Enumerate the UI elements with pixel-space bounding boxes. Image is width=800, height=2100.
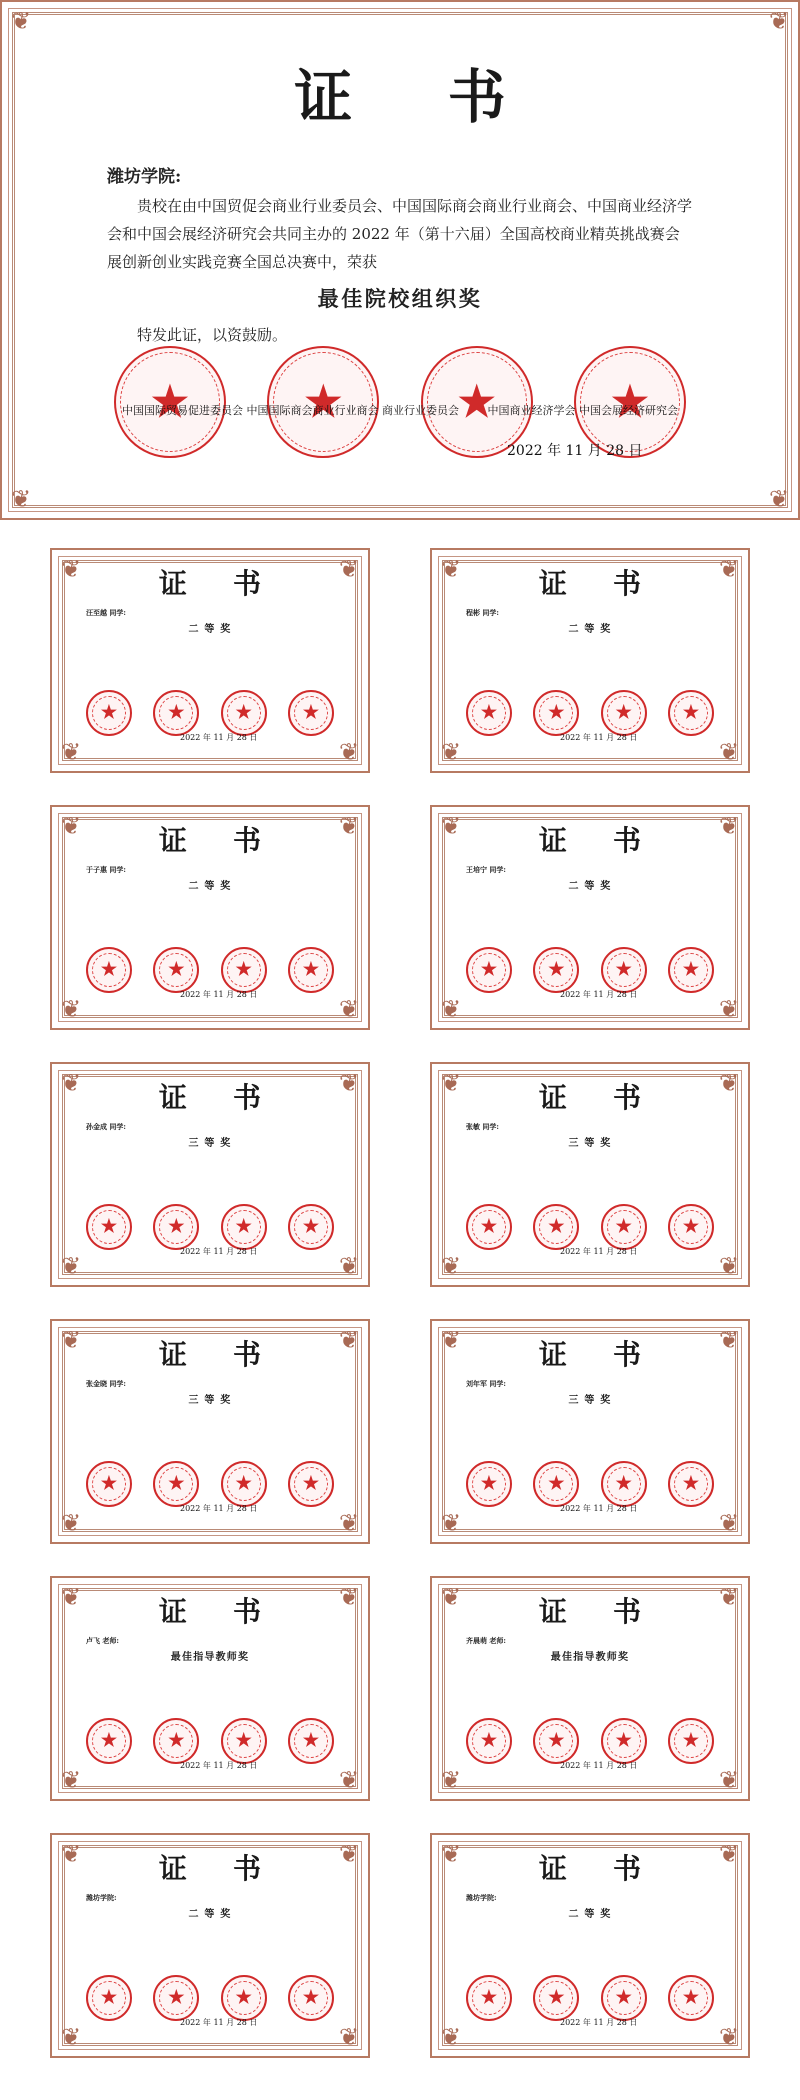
star-icon: ★ [548, 702, 565, 723]
issue-date: 2022 年 11 月 28 日 [507, 443, 643, 459]
star-icon: ★ [302, 959, 320, 980]
seal-row [466, 690, 714, 736]
flourish-icon: ❦ [440, 1840, 462, 1868]
star-icon: ★ [548, 1987, 565, 2008]
certificate-body [86, 1122, 334, 1154]
certificate-body [86, 1893, 334, 1925]
issue-date: 2022 年 11 月 28 日 [180, 990, 258, 999]
flourish-icon: ❦ [440, 2023, 462, 2051]
seal-row [466, 947, 714, 993]
seal-icon [288, 1975, 334, 2021]
seal-row [86, 690, 334, 736]
star-icon: ★ [480, 1987, 498, 2008]
issue-date: 2022 年 11 月 28 日 [180, 1247, 258, 1256]
seal-icon [533, 690, 579, 736]
flourish-icon: ❦ [718, 995, 740, 1023]
certificate-title: 证 书 [158, 1852, 280, 1885]
seal-icon [153, 1975, 199, 2021]
star-icon: ★ [548, 1730, 565, 1751]
certificate-card [50, 805, 370, 1030]
issue-date: 2022 年 11 月 28 日 [180, 733, 258, 742]
star-icon: ★ [615, 1216, 632, 1237]
flourish-icon: ❦ [60, 738, 82, 766]
seal-icon [466, 1461, 512, 1507]
star-icon: ★ [480, 702, 498, 723]
certificate-title: 证 书 [538, 824, 660, 857]
seal-icon [86, 947, 132, 993]
certificate-title: 证 书 [538, 1852, 660, 1885]
star-icon: ★ [682, 702, 700, 723]
star-icon: ★ [457, 377, 496, 426]
star-icon: ★ [235, 1987, 252, 2008]
award-name: 二 等 奖 [568, 623, 612, 635]
certificate-card [430, 548, 750, 773]
seal-icon [466, 947, 512, 993]
seal-icon [288, 947, 334, 993]
flourish-icon: ❦ [440, 1069, 462, 1097]
star-icon: ★ [235, 1473, 252, 1494]
flourish-icon: ❦ [718, 2023, 740, 2051]
recipient-name: 卢飞 老师: [86, 1636, 120, 1645]
flourish-icon: ❦ [718, 1583, 740, 1611]
star-icon: ★ [615, 1730, 632, 1751]
issue-date: 2022 年 11 月 28 日 [560, 1247, 638, 1256]
recipient-name: 潍坊学院: [86, 1893, 117, 1902]
seal-row [466, 1975, 714, 2021]
certificate-paragraph: 贵校在由中国贸促会商业行业委员会、中国国际商会商业行业商会、中国商业经济学会和中国会展经济研究会共同主办的 2022 年（第十六届）全国高校商业精英挑战赛会展创新创业实践竞赛全国总决赛中，荣获 [107, 197, 693, 271]
flourish-icon: ❦ [60, 1252, 82, 1280]
seal-icon [86, 690, 132, 736]
star-icon: ★ [615, 1987, 632, 2008]
award-name: 三 等 奖 [568, 1394, 612, 1406]
award-name: 最佳指导教师奖 [550, 1651, 630, 1663]
certificate-card [430, 1062, 750, 1287]
flourish-icon: ❦ [440, 555, 462, 583]
certificate-card [50, 1576, 370, 1801]
seal-row [86, 1204, 334, 1250]
certificate-title: 证 书 [538, 1595, 660, 1628]
flourish-icon: ❦ [60, 555, 82, 583]
seal-icon [153, 690, 199, 736]
flourish-icon: ❦ [718, 555, 740, 583]
seal-icon [86, 1718, 132, 1764]
star-icon: ★ [168, 1216, 185, 1237]
issuer-list [122, 402, 678, 418]
flourish-icon: ❦ [718, 1766, 740, 1794]
flourish-icon: ❦ [10, 485, 32, 513]
seal-icon [668, 947, 714, 993]
certificate-card [50, 1319, 370, 1544]
seal-icon [533, 1718, 579, 1764]
seal-icon [601, 1718, 647, 1764]
flourish-icon: ❦ [718, 738, 740, 766]
star-icon: ★ [480, 959, 498, 980]
seal-row [86, 1461, 334, 1507]
flourish-icon: ❦ [60, 1509, 82, 1537]
flourish-icon: ❦ [338, 1840, 360, 1868]
star-icon: ★ [615, 959, 632, 980]
issue-date: 2022 年 11 月 28 日 [180, 2018, 258, 2027]
star-icon: ★ [548, 1473, 565, 1494]
seal-icon [86, 1975, 132, 2021]
award-name: 二 等 奖 [188, 880, 232, 892]
seal-icon [601, 1461, 647, 1507]
seal-row [86, 1718, 334, 1764]
certificate-body [466, 1893, 714, 1925]
award-name: 三 等 奖 [188, 1137, 232, 1149]
seal-row [466, 1718, 714, 1764]
seal-icon [153, 1204, 199, 1250]
star-icon: ★ [682, 1216, 700, 1237]
flourish-icon: ❦ [60, 1766, 82, 1794]
star-icon: ★ [235, 1216, 252, 1237]
seal-icon [668, 1204, 714, 1250]
star-icon: ★ [168, 959, 185, 980]
star-icon: ★ [548, 1216, 565, 1237]
issue-date: 2022 年 11 月 28 日 [560, 1761, 638, 1770]
flourish-icon: ❦ [440, 1583, 462, 1611]
flourish-icon: ❦ [338, 1509, 360, 1537]
seal-icon [533, 1461, 579, 1507]
certificate-card [430, 1833, 750, 2058]
seal-icon [466, 1204, 512, 1250]
issuer-right: 中国商业经济学会 中国会展经济研究会 [487, 404, 678, 417]
star-icon: ★ [615, 702, 632, 723]
star-icon: ★ [302, 1730, 320, 1751]
certificate-title: 证 书 [158, 1595, 280, 1628]
flourish-icon: ❦ [440, 1509, 462, 1537]
seal-icon [668, 690, 714, 736]
certificate-body [466, 1636, 714, 1668]
recipient-name: 程彬 同学: [466, 608, 500, 617]
certificate-title: 证 书 [158, 824, 280, 857]
issuer-left: 中国国际贸易促进委员会 中国国际商会商业行业商会 商业行业委员会 [122, 404, 459, 417]
star-icon: ★ [480, 1216, 498, 1237]
flourish-icon: ❦ [338, 1326, 360, 1354]
seal-icon [668, 1718, 714, 1764]
flourish-icon: ❦ [718, 1509, 740, 1537]
seal-icon [153, 1461, 199, 1507]
flourish-icon: ❦ [440, 812, 462, 840]
seal-icon [221, 947, 267, 993]
award-name: 最佳指导教师奖 [170, 1651, 250, 1663]
flourish-icon: ❦ [60, 1069, 82, 1097]
star-icon: ★ [304, 377, 343, 426]
recipient-name: 张金晓 同学: [86, 1379, 127, 1388]
certificate-card [430, 805, 750, 1030]
flourish-icon: ❦ [60, 995, 82, 1023]
seal-icon [288, 1718, 334, 1764]
recipient-name: 王培宁 同学: [466, 865, 507, 874]
certificate-card [430, 1576, 750, 1801]
closing-text: 特发此证，以资鼓励。 [137, 325, 288, 344]
certificate-title: 证 书 [158, 567, 280, 600]
flourish-icon: ❦ [60, 1583, 82, 1611]
star-icon: ★ [682, 1987, 700, 2008]
award-name: 二 等 奖 [568, 880, 612, 892]
star-icon: ★ [168, 702, 185, 723]
seal-icon [466, 1718, 512, 1764]
flourish-icon: ❦ [338, 738, 360, 766]
flourish-icon: ❦ [338, 2023, 360, 2051]
certificate-body [86, 1636, 334, 1668]
flourish-icon: ❦ [718, 1069, 740, 1097]
recipient-name: 于子惠 同学: [86, 865, 127, 874]
recipient-name: 孙金成 同学: [86, 1122, 127, 1131]
certificate-card [50, 548, 370, 773]
flourish-icon: ❦ [338, 995, 360, 1023]
issue-date: 2022 年 11 月 28 日 [560, 1504, 638, 1513]
issue-date: 2022 年 11 月 28 日 [560, 2018, 638, 2027]
flourish-icon: ❦ [338, 1766, 360, 1794]
seal-row [86, 1975, 334, 2021]
seal-icon [221, 1718, 267, 1764]
flourish-icon: ❦ [440, 1326, 462, 1354]
flourish-icon: ❦ [440, 995, 462, 1023]
flourish-icon: ❦ [60, 2023, 82, 2051]
star-icon: ★ [100, 702, 118, 723]
seal-icon [86, 1204, 132, 1250]
flourish-icon: ❦ [718, 1326, 740, 1354]
flourish-icon: ❦ [338, 1583, 360, 1611]
seal-icon [153, 1718, 199, 1764]
star-icon: ★ [682, 1730, 700, 1751]
certificate-title: 证 书 [538, 1338, 660, 1371]
certificate-title: 证 书 [158, 1338, 280, 1371]
seal-icon [533, 1975, 579, 2021]
seal-icon [601, 1975, 647, 2021]
certificate-card [50, 1833, 370, 2058]
flourish-icon: ❦ [338, 555, 360, 583]
recipient-name: 张敏 同学: [466, 1122, 500, 1131]
star-icon: ★ [100, 959, 118, 980]
star-icon: ★ [100, 1216, 118, 1237]
flourish-icon: ❦ [10, 7, 32, 35]
main-certificate [0, 0, 800, 520]
flourish-icon: ❦ [338, 1069, 360, 1097]
seal-icon [288, 1204, 334, 1250]
issue-date: 2022 年 11 月 28 日 [560, 990, 638, 999]
flourish-icon: ❦ [768, 485, 790, 513]
certificate-card [50, 1062, 370, 1287]
star-icon: ★ [611, 377, 649, 426]
star-icon: ★ [168, 1473, 185, 1494]
seal-icon [86, 1461, 132, 1507]
recipient-name: 潍坊学院: [107, 167, 182, 187]
seal-icon [668, 1975, 714, 2021]
recipient-name: 潍坊学院: [466, 1893, 497, 1902]
flourish-icon: ❦ [440, 738, 462, 766]
seal-icon [153, 947, 199, 993]
seal-icon [288, 1461, 334, 1507]
seal-icon [533, 1204, 579, 1250]
certificate-title: 证 书 [294, 63, 544, 131]
star-icon: ★ [168, 1730, 185, 1751]
star-icon: ★ [682, 959, 700, 980]
certificate-title: 证 书 [538, 1081, 660, 1114]
seal-icon [668, 1461, 714, 1507]
seal-icon [288, 690, 334, 736]
recipient-name: 齐晨萌 老师: [466, 1636, 507, 1645]
award-name: 二 等 奖 [188, 623, 232, 635]
star-icon: ★ [235, 959, 252, 980]
seal-row [466, 1204, 714, 1250]
seal-icon [221, 1975, 267, 2021]
certificate-body [86, 608, 334, 640]
flourish-icon: ❦ [338, 1252, 360, 1280]
seal-icon [466, 1975, 512, 2021]
flourish-icon: ❦ [718, 1252, 740, 1280]
seal-icon [601, 690, 647, 736]
issue-date: 2022 年 11 月 28 日 [180, 1504, 258, 1513]
seal-icon [533, 947, 579, 993]
issue-date: 2022 年 11 月 28 日 [560, 733, 638, 742]
certificate-body [466, 1122, 714, 1154]
star-icon: ★ [151, 377, 189, 426]
award-name: 三 等 奖 [568, 1137, 612, 1149]
certificate-body [86, 1379, 334, 1411]
seal-row [466, 1461, 714, 1507]
certificate-body [466, 608, 714, 640]
star-icon: ★ [548, 959, 565, 980]
flourish-icon: ❦ [768, 7, 790, 35]
star-icon: ★ [302, 1216, 320, 1237]
flourish-icon: ❦ [440, 1252, 462, 1280]
flourish-icon: ❦ [718, 1840, 740, 1868]
award-name: 二 等 奖 [188, 1908, 232, 1920]
seal-icon [221, 690, 267, 736]
certificate-body [86, 865, 334, 897]
award-name: 二 等 奖 [568, 1908, 612, 1920]
certificate-card [430, 1319, 750, 1544]
award-name: 三 等 奖 [188, 1394, 232, 1406]
certificate-title: 证 书 [158, 1081, 280, 1114]
star-icon: ★ [302, 1473, 320, 1494]
certificate-body [466, 1379, 714, 1411]
award-name: 最佳院校组织奖 [317, 285, 483, 311]
flourish-icon: ❦ [60, 1326, 82, 1354]
seal-icon [221, 1461, 267, 1507]
star-icon: ★ [682, 1473, 700, 1494]
flourish-icon: ❦ [60, 1840, 82, 1868]
flourish-icon: ❦ [718, 812, 740, 840]
star-icon: ★ [100, 1987, 118, 2008]
star-icon: ★ [100, 1730, 118, 1751]
star-icon: ★ [302, 702, 320, 723]
seal-row [86, 947, 334, 993]
seal-icon [221, 1204, 267, 1250]
star-icon: ★ [100, 1473, 118, 1494]
recipient-name: 汪至越 同学: [86, 608, 127, 617]
flourish-icon: ❦ [60, 812, 82, 840]
star-icon: ★ [302, 1987, 320, 2008]
flourish-icon: ❦ [440, 1766, 462, 1794]
star-icon: ★ [615, 1473, 632, 1494]
issue-date: 2022 年 11 月 28 日 [180, 1761, 258, 1770]
recipient-name: 刘年军 同学: [466, 1379, 507, 1388]
certificate-body [466, 865, 714, 897]
star-icon: ★ [235, 1730, 252, 1751]
certificate-body [107, 162, 693, 349]
star-icon: ★ [480, 1730, 498, 1751]
seal-icon [466, 690, 512, 736]
seal-icon [601, 947, 647, 993]
flourish-icon: ❦ [338, 812, 360, 840]
certificate-title: 证 书 [538, 567, 660, 600]
star-icon: ★ [480, 1473, 498, 1494]
star-icon: ★ [168, 1987, 185, 2008]
star-icon: ★ [235, 702, 252, 723]
seal-icon [601, 1204, 647, 1250]
